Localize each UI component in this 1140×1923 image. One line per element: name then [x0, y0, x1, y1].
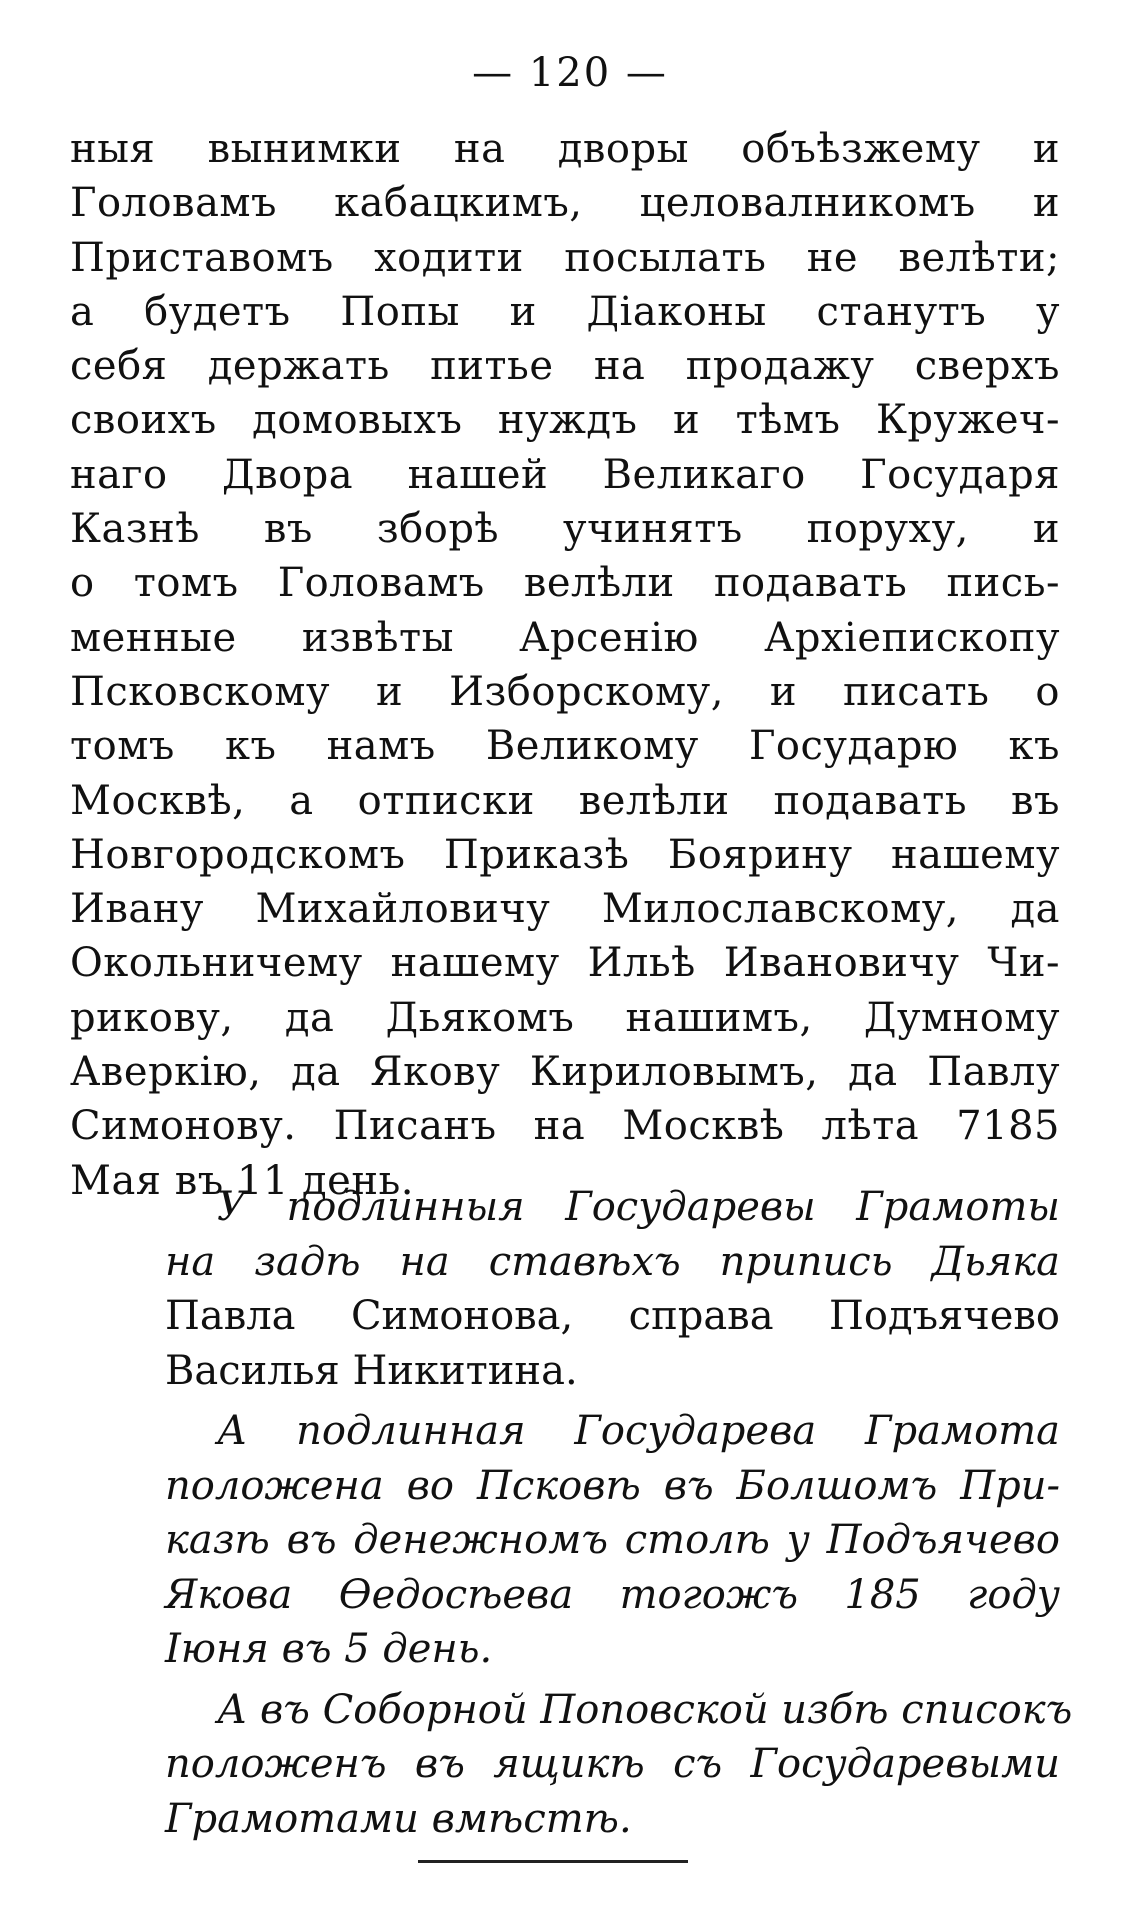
text-line: Головамъ кабацкимъ, целовалникомъ и	[70, 180, 1060, 227]
text-line: своихъ домовыхъ нуждъ и тѣмъ Кружеч-	[70, 397, 1060, 444]
text-line: рикову, да Дьякомъ нашимъ, Думному	[70, 994, 1060, 1041]
text-line: Окольничему нашему Ильѣ Ивановичу Чи-	[70, 940, 1060, 987]
note-line: А подлинная Государева Грамота	[217, 1408, 1060, 1454]
note-line: Грамотами вмѣстѣ.	[165, 1795, 632, 1842]
text-line: себя держать питье на продажу сверхъ	[70, 343, 1060, 390]
text-line: Ивану Михайловичу Милославскому, да	[70, 886, 1060, 933]
text-line: Казнѣ въ зборѣ учинятъ поруху, и	[70, 506, 1060, 553]
text-line: Приставомъ ходити посылать не велѣти;	[70, 234, 1060, 281]
text-line: о томъ Головамъ велѣли подавать пись-	[70, 560, 1060, 607]
note-signature	[165, 1180, 1060, 1398]
note-line: А въ Соборной Поповской избѣ списокъ	[217, 1686, 1073, 1733]
annotations	[165, 1180, 1073, 1846]
note-line: казѣ въ денежномъ столѣ у Подъячево	[165, 1517, 1060, 1563]
text-line: Симонову. Писанъ на Москвѣ лѣта 7185	[70, 1103, 1060, 1150]
note-line: Василья Никитина.	[165, 1347, 578, 1394]
text-line: Москвѣ, а отписки велѣли подавать въ	[70, 777, 1060, 824]
note-line: Павла Симонова, справа Подъячево	[165, 1293, 1060, 1339]
main-text	[70, 122, 1060, 1208]
note-copy-location	[165, 1683, 1073, 1847]
end-rule	[418, 1860, 688, 1863]
text-line: менные извѣты Арсенію Архіепископу	[70, 614, 1060, 661]
note-original-location	[165, 1404, 1060, 1677]
text-line: наго Двора нашей Великаго Государя	[70, 451, 1060, 498]
page-number: — 120 —	[472, 50, 668, 96]
text-line: томъ къ намъ Великому Государю къ	[70, 723, 1060, 770]
text-line: Псковскому и Изборскому, и писать о	[70, 668, 1060, 715]
text-line: Мая въ 11 день.	[70, 1157, 415, 1204]
note-line: Іюня въ 5 день.	[165, 1626, 493, 1672]
note-line: Якова Ѳедосѣева тогожъ 185 году	[165, 1571, 1060, 1618]
note-line: положена во Псковѣ въ Болшомъ При-	[165, 1462, 1060, 1509]
text-line: ныя вынимки на дворы объѣзжему и	[70, 126, 1060, 172]
text-line: а будетъ Попы и Діаконы станутъ у	[70, 288, 1060, 335]
note-line: У подлинныя Государевы Грамоты	[217, 1184, 1060, 1230]
note-line: на задѣ на ставѣхъ припись Дьяка	[165, 1238, 1060, 1285]
text-line: Новгородскомъ Приказѣ Боярину нашему	[70, 831, 1060, 878]
note-line: положенъ въ ящикѣ съ Государевыми	[165, 1741, 1060, 1787]
text-line: Аверкію, да Якову Кириловымъ, да Павлу	[70, 1049, 1060, 1096]
